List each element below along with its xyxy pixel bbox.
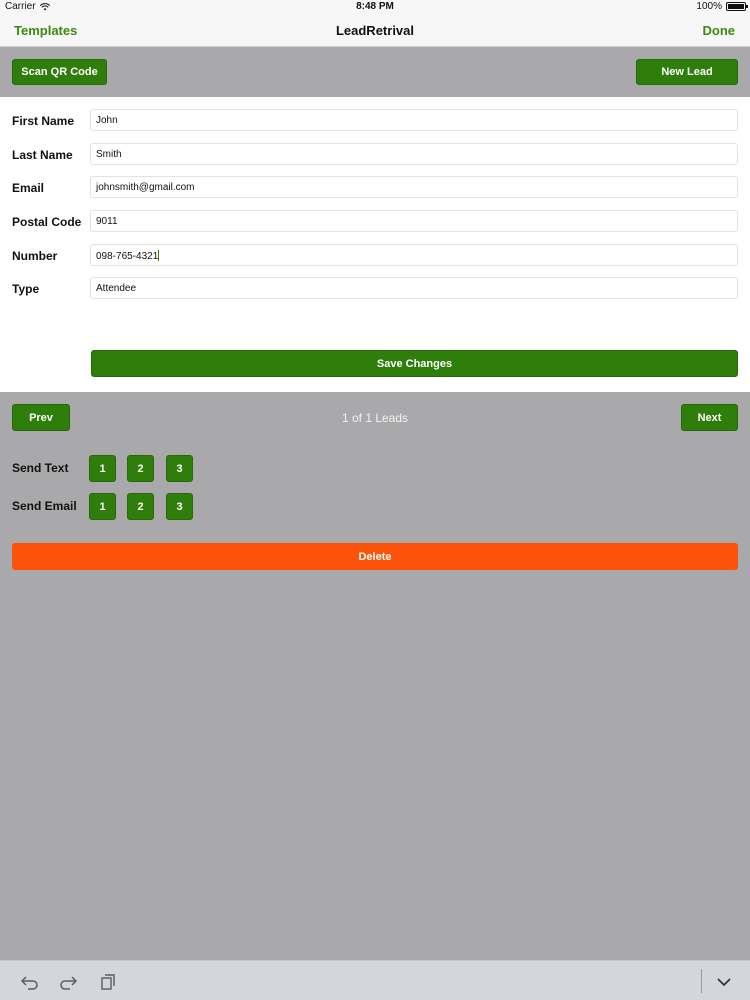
templates-button[interactable]: Templates: [14, 23, 78, 38]
number-field[interactable]: [90, 244, 738, 266]
form-row-email: [0, 176, 750, 200]
battery-icon: [726, 2, 746, 11]
send-text-label: Send Text: [12, 461, 69, 475]
postal-code-field[interactable]: 9011: [90, 210, 738, 232]
navigation-bar: [0, 14, 750, 47]
send-text-2-button[interactable]: 2: [127, 455, 154, 482]
send-email-3-button[interactable]: 3: [166, 493, 193, 520]
page-title: LeadRetrival: [335, 23, 415, 38]
keyboard-shortcut-bar: [0, 960, 750, 1000]
scan-qr-code-button[interactable]: Scan QR Code: [12, 59, 107, 85]
postal-code-label: Postal Code: [12, 215, 82, 229]
type-field[interactable]: Attendee: [90, 277, 738, 299]
redo-icon[interactable]: [58, 973, 78, 991]
undo-icon[interactable]: [20, 973, 40, 991]
email-label: Email: [12, 181, 45, 195]
chevron-down-icon[interactable]: [714, 973, 734, 991]
send-email-1-button[interactable]: 1: [89, 493, 116, 520]
type-label: Type: [12, 282, 40, 296]
lead-count: 1 of 1 Leads: [341, 411, 409, 425]
send-email-2-button[interactable]: 2: [127, 493, 154, 520]
first-name-label: First Name: [12, 114, 75, 128]
form-row-type: [0, 277, 750, 301]
send-text-3-button[interactable]: 3: [166, 455, 193, 482]
battery-percent: 100%: [696, 1, 722, 12]
prev-button[interactable]: Prev: [12, 404, 70, 431]
status-bar: [0, 0, 750, 14]
last-name-label: Last Name: [12, 148, 73, 162]
save-changes-button[interactable]: Save Changes: [91, 350, 738, 377]
form-row-last-name: [0, 143, 750, 167]
form-row-number: [0, 244, 750, 268]
toolbar-divider: [701, 969, 702, 993]
done-button[interactable]: Done: [702, 23, 735, 38]
send-text-1-button[interactable]: 1: [89, 455, 116, 482]
carrier-label: Carrier: [5, 1, 36, 12]
send-email-label: Send Email: [12, 499, 77, 513]
clock: 8:48 PM: [356, 1, 394, 12]
new-lead-button[interactable]: New Lead: [636, 59, 738, 85]
form-row-first-name: [0, 109, 750, 133]
number-label: Number: [12, 249, 58, 263]
last-name-field[interactable]: Smith: [90, 143, 738, 165]
first-name-field[interactable]: John: [90, 109, 738, 131]
number-value: 098-765-4321: [96, 251, 159, 262]
delete-button[interactable]: Delete: [12, 543, 738, 570]
text-cursor: [158, 250, 159, 261]
form-row-postal-code: [0, 210, 750, 234]
next-button[interactable]: Next: [681, 404, 738, 431]
email-field[interactable]: johnsmith@gmail.com: [90, 176, 738, 198]
paste-icon[interactable]: [98, 973, 118, 991]
lead-form: [0, 97, 750, 392]
